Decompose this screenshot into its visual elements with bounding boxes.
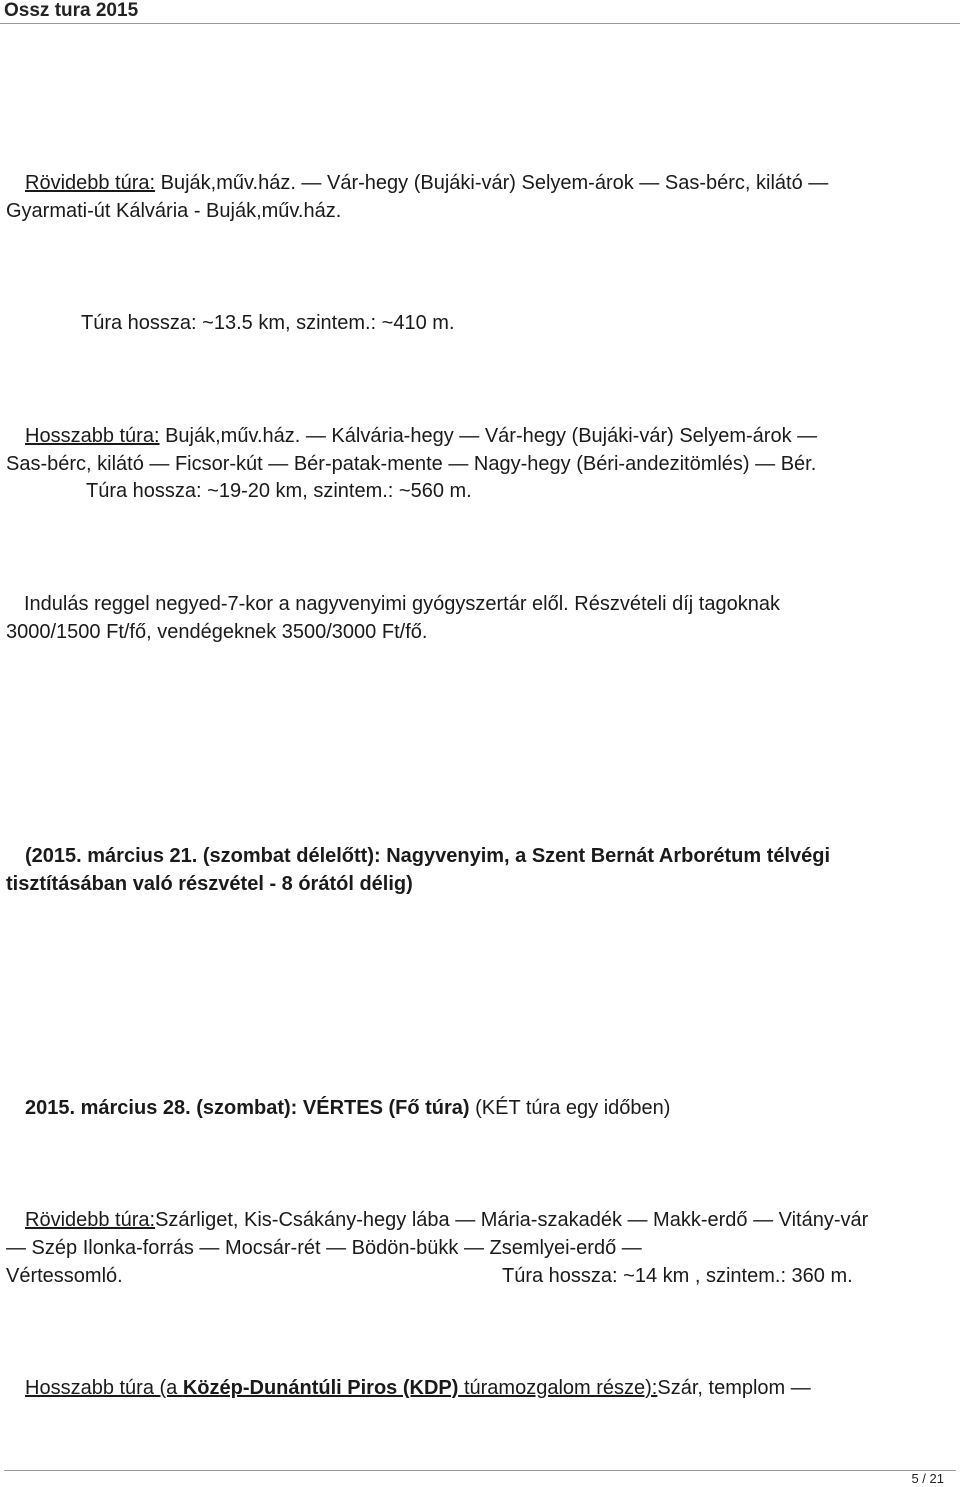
- short-tour-1-line-2: Gyarmati-út Kálvária - Buják,műv.ház.: [6, 200, 342, 222]
- long-tour-1-label: Hosszabb túra:: [25, 425, 160, 447]
- event-2-heading: [25, 1095, 670, 1121]
- footer-divider: [4, 1470, 956, 1471]
- long-tour-2-label-c: túramozgalom része):: [458, 1377, 658, 1399]
- long-tour-1-route-a: Buják,műv.ház. — Kálvária-hegy — Vár-hegy (Bujáki-vár) Selyem-árok —: [159, 425, 818, 447]
- header-divider: [0, 23, 960, 24]
- long-tour-1-route-b: Sas-bérc, kilátó: [6, 453, 150, 475]
- long-tour-2-label-a: Hosszabb túra (a: [25, 1377, 183, 1399]
- long-tour-1-route-c: — Ficsor-kút — Bér-patak-mente — Nagy-hegy (Béri-andezitömlés) — Bér.: [149, 453, 817, 475]
- short-tour-2-line-1: [25, 1207, 868, 1233]
- long-tour-1-length: Túra hossza: ~19-20 km, szintem.: ~560 m.: [86, 480, 472, 502]
- short-tour-2-route-a2: — Mária-szakadék — Makk-erdő — Vitány-vár: [455, 1209, 869, 1231]
- long-tour-2-route-dash: —: [790, 1377, 811, 1399]
- departure-info-line-1: Indulás reggel negyed-7-kor a nagyvenyimi gyógyszertár elől. Részvételi díj tagoknak: [24, 593, 780, 615]
- event-1-line-1: (2015. március 21. (szombat délelőtt): Nagyvenyim, a Szent Bernát Arborétum télvégi: [25, 845, 831, 867]
- long-tour-2-route: Szár, templom: [657, 1377, 791, 1399]
- page-header: [0, 0, 960, 22]
- short-tour-2-length: Túra hossza: ~14 km , szintem.: 360 m.: [502, 1265, 853, 1287]
- long-tour-1-line-1: [25, 423, 817, 449]
- short-tour-2-line-2: — Szép Ilonka-forrás — Mocsár-rét — Bödön-bükk — Zsemlyei-erdő —: [6, 1237, 642, 1259]
- short-tour-2-line-3: Vértessomló.: [6, 1265, 123, 1287]
- short-tour-2-route-a: Szárliget, Kis-Csákány-hegy lába: [155, 1209, 456, 1231]
- document-title: Ossz tura 2015: [4, 0, 139, 21]
- page-number: 5 / 21: [911, 1471, 944, 1486]
- short-tour-1-line-1: [25, 170, 828, 196]
- long-tour-2-line-1: [25, 1375, 811, 1401]
- event-2-heading-bold: 2015. március 28. (szombat): VÉRTES (Fő túra): [25, 1097, 470, 1119]
- short-tour-1-label: Rövidebb túra:: [25, 172, 156, 194]
- short-tour-1-route-a: Buják,műv.ház. — Vár-hegy (Bujáki-vár) Selyem-árok — Sas-bérc, kilátó —: [155, 172, 829, 194]
- long-tour-2-label-b: Közép-Dunántúli Piros (KDP): [182, 1377, 459, 1399]
- event-1-line-2: tisztításában való részvétel - 8 órától délig): [6, 873, 413, 895]
- event-2-heading-normal: (KÉT túra egy időben): [469, 1097, 671, 1119]
- short-tour-2-label: Rövidebb túra:: [25, 1209, 156, 1231]
- long-tour-1-line-2: [6, 451, 816, 477]
- departure-info-line-2: 3000/1500 Ft/fő, vendégeknek 3500/3000 Ft/fő.: [6, 621, 428, 643]
- short-tour-1-length: Túra hossza: ~13.5 km, szintem.: ~410 m.: [81, 312, 455, 334]
